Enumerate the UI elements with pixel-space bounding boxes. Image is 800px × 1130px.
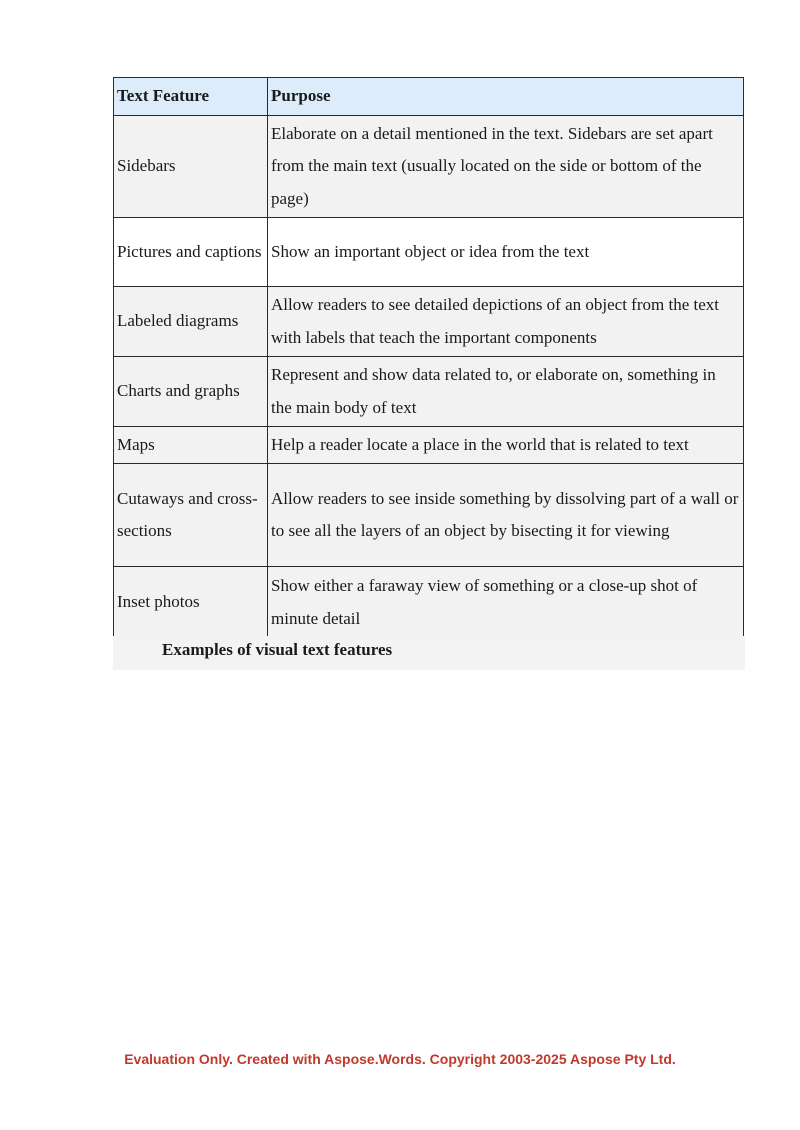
- feature-cell: Sidebars: [114, 116, 268, 218]
- table-row: [114, 116, 744, 218]
- purpose-cell: Represent and show data related to, or elaborate on, something in the main body of text: [268, 357, 744, 427]
- table-row: [114, 357, 744, 427]
- header-purpose: Purpose: [268, 78, 744, 116]
- table-row: [114, 218, 744, 287]
- text-features-table: [113, 77, 744, 639]
- purpose-cell: Help a reader locate a place in the world that is related to text: [268, 427, 744, 464]
- evaluation-footer: Evaluation Only. Created with Aspose.Words. Copyright 2003-2025 Aspose Pty Ltd.: [124, 1051, 676, 1067]
- feature-cell: Labeled diagrams: [114, 287, 268, 357]
- table-header-row: [114, 78, 744, 116]
- purpose-cell: Allow readers to see detailed depictions of an object from the text with labels that teach the important components: [268, 287, 744, 357]
- table-caption: [113, 636, 745, 670]
- feature-cell: Cutaways and cross-sections: [114, 464, 268, 567]
- purpose-cell: Show an important object or idea from the text: [268, 218, 744, 287]
- feature-cell: Charts and graphs: [114, 357, 268, 427]
- feature-cell: Maps: [114, 427, 268, 464]
- feature-cell: Pictures and captions: [114, 218, 268, 287]
- purpose-cell: Show either a faraway view of something or a close-up shot of minute detail: [268, 567, 744, 639]
- purpose-cell: Elaborate on a detail mentioned in the text. Sidebars are set apart from the main text (usually located on the side or bottom of the page): [268, 116, 744, 218]
- table-row: [114, 287, 744, 357]
- caption-text: Examples of visual text features: [162, 640, 393, 659]
- table-row: [114, 427, 744, 464]
- purpose-cell: Allow readers to see inside something by dissolving part of a wall or to see all the layers of an object by bisecting it for viewing: [268, 464, 744, 567]
- table-row: [114, 464, 744, 567]
- feature-cell: Inset photos: [114, 567, 268, 639]
- table-row: [114, 567, 744, 639]
- header-text-feature: Text Feature: [114, 78, 268, 116]
